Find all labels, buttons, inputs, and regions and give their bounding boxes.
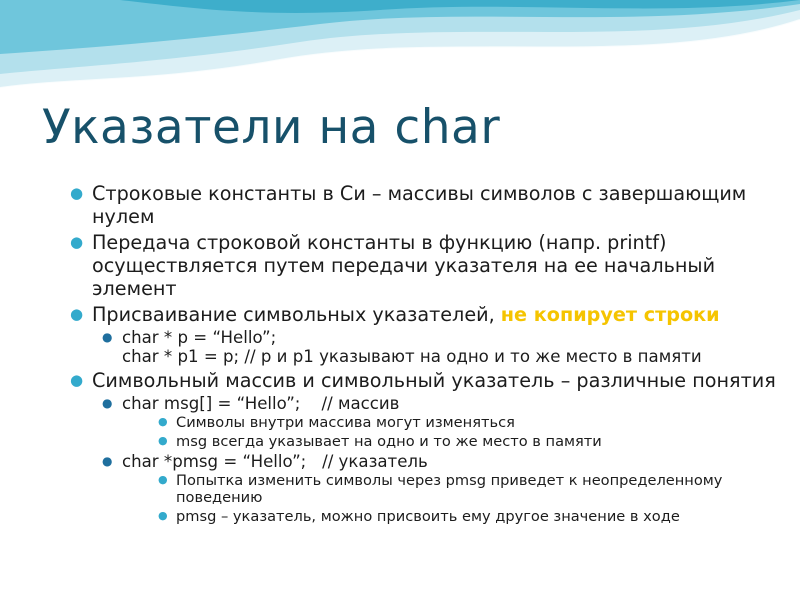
bullet-dot-icon: ● bbox=[158, 434, 168, 447]
bullet-dot-icon: ● bbox=[70, 233, 84, 251]
bullet-text: Попытка изменить символы через pmsg приведет к неопределенному поведению bbox=[176, 472, 723, 506]
bullet-dot-icon: ● bbox=[102, 330, 113, 344]
bullet-item bbox=[66, 303, 786, 366]
bullet-item bbox=[66, 182, 786, 228]
sub-bullet-list bbox=[92, 328, 786, 366]
bullet-text: Символы внутри массива могут изменяться bbox=[176, 414, 515, 431]
sub-sub-bullet-list bbox=[122, 472, 786, 525]
sub-bullet-list bbox=[92, 394, 786, 525]
sub-bullet-item bbox=[92, 328, 786, 366]
bullet-dot-icon: ● bbox=[158, 473, 168, 486]
bullet-text: Строковые константы в Си – массивы символов с завершающим нулем bbox=[92, 182, 747, 228]
bullet-dot-icon: ● bbox=[158, 509, 168, 522]
bullet-dot-icon: ● bbox=[158, 415, 168, 428]
sub-sub-bullet-item bbox=[122, 508, 786, 525]
code-line: char *pmsg = “Hello”; // указатель bbox=[122, 452, 428, 471]
bullet-dot-icon: ● bbox=[70, 305, 84, 323]
bullet-text: pmsg – указатель, можно присвоить ему другое значение в ходе bbox=[176, 508, 680, 525]
bullet-text: Символьный массив и символьный указатель – различные понятия bbox=[92, 369, 776, 392]
bullet-dot-icon: ● bbox=[70, 371, 84, 389]
code-line: char * p = “Hello”; bbox=[122, 328, 277, 347]
bullet-dot-icon: ● bbox=[102, 396, 113, 410]
bullet-item bbox=[66, 231, 786, 300]
slide-content bbox=[66, 182, 786, 528]
code-line: char msg[] = “Hello”; // массив bbox=[122, 394, 400, 413]
bullet-text: Присваивание символьных указателей, bbox=[92, 303, 501, 326]
bullet-list bbox=[66, 182, 786, 525]
sub-sub-bullet-item bbox=[122, 433, 786, 450]
highlighted-text: не копирует строки bbox=[500, 303, 720, 326]
bullet-item bbox=[66, 369, 786, 525]
sub-sub-bullet-item bbox=[122, 472, 786, 506]
bullet-text: msg всегда указывает на одно и то же место в памяти bbox=[176, 433, 602, 450]
bullet-text: Передача строковой константы в функцию (напр. printf) осуществляется путем передачи указателя на ее начальный элемент bbox=[92, 231, 716, 300]
header-wave-decoration bbox=[0, 0, 800, 95]
bullet-dot-icon: ● bbox=[102, 454, 113, 468]
sub-sub-bullet-list bbox=[122, 414, 786, 450]
sub-bullet-item bbox=[92, 452, 786, 525]
slide-title: Указатели на char bbox=[42, 100, 501, 155]
sub-bullet-item bbox=[92, 394, 786, 450]
sub-sub-bullet-item bbox=[122, 414, 786, 431]
bullet-dot-icon: ● bbox=[70, 184, 84, 202]
code-line: char * p1 = p; // p и p1 указывают на одно и то же место в памяти bbox=[122, 347, 702, 366]
